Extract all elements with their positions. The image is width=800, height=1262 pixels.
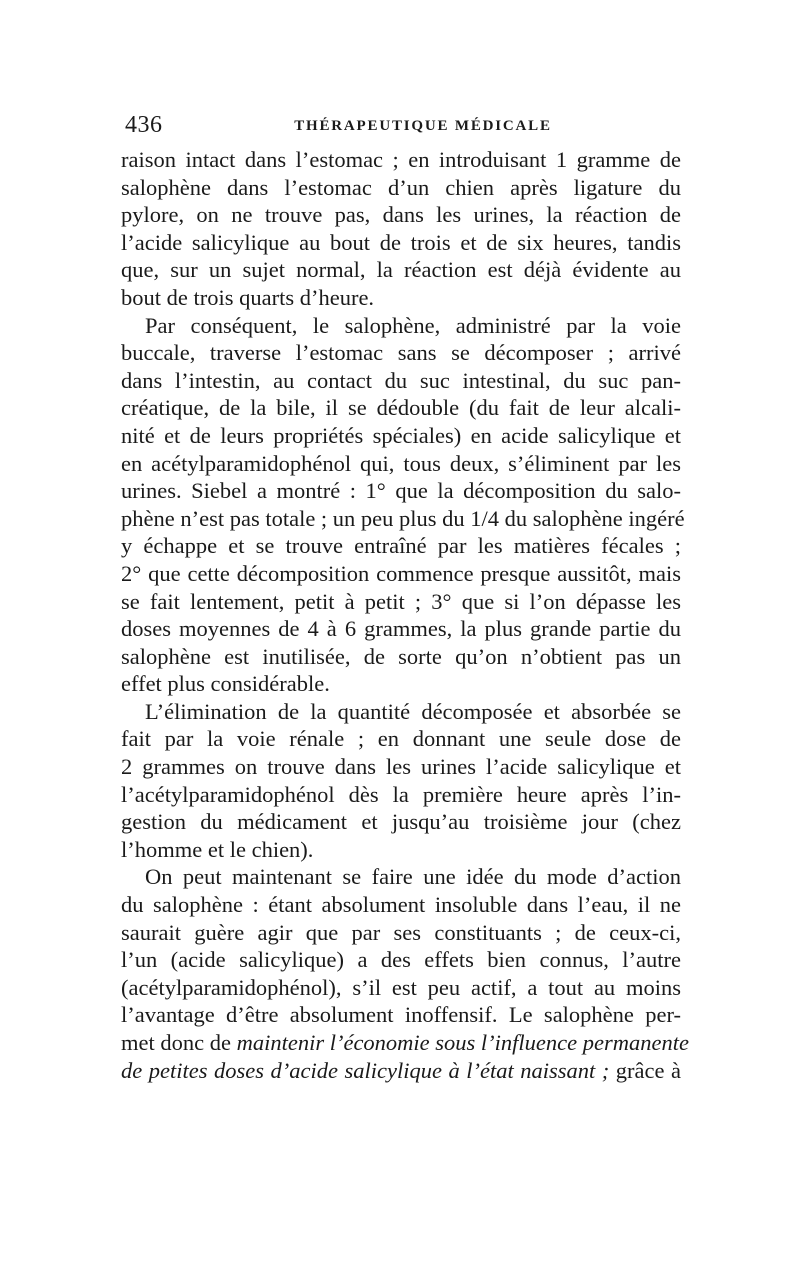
italic-run: maintenir l’économie sous l’influence permanente: [236, 1030, 689, 1055]
text-line: pylore, on ne trouve pas, dans les urines, la réaction de: [121, 202, 681, 228]
text-line: fait par la voie rénale ; en donnant une seule dose de: [121, 726, 681, 752]
text-line: en acétylparamidophénol qui, tous deux, s’éliminent par les: [121, 450, 681, 476]
text-line: y échappe et se trouve entraîné par les matières fécales ;: [121, 533, 681, 559]
text-line: créatique, de la bile, il se dédouble (du fait de leur alcali-: [121, 395, 681, 421]
page-number: 436: [125, 112, 163, 138]
paragraph-start-line: Par conséquent, le salophène, administré par la voie: [145, 312, 681, 338]
text-line: se fait lentement, petit à petit ; 3° que si l’on dépasse les: [121, 588, 681, 614]
text-line: l’homme et le chien).: [121, 836, 314, 862]
text-line: que, sur un sujet normal, la réaction est déjà évidente au: [121, 257, 681, 283]
italic-run: de petites doses d’acide salicylique à l’état naissant ;: [121, 1057, 610, 1083]
paragraph-start-line: L’élimination de la quantité décomposée et absorbée se: [145, 698, 681, 724]
text-line: gestion du médicament et jusqu’au troisième jour (chez: [121, 809, 681, 835]
paragraph-start-line: On peut maintenant se faire une idée du mode d’action: [145, 864, 681, 890]
roman-run: met donc de: [121, 1030, 237, 1055]
text-line: (acétylparamidophénol), s’il est peu actif, a tout au moins: [121, 974, 681, 1000]
text-line: buccale, traverse l’estomac sans se décomposer ; arrivé: [121, 340, 681, 366]
text-line: doses moyennes de 4 à 6 grammes, la plus grande partie du: [121, 616, 681, 642]
page-header: [125, 112, 681, 142]
text-line: urines. Siebel a montré : 1° que la décomposition du salo-: [121, 478, 681, 504]
body-text: [121, 146, 689, 1084]
text-line: du salophène : étant absolument insoluble dans l’eau, il ne: [121, 892, 681, 918]
text-line: 2° que cette décomposition commence presque aussitôt, mais: [121, 560, 681, 586]
text-line: effet plus considérable.: [121, 671, 330, 697]
text-line: l’acide salicylique au bout de trois et de six heures, tandis: [121, 229, 681, 255]
text-line: dans l’intestin, au contact du suc intestinal, du suc pan-: [121, 367, 681, 393]
text-line: salophène est inutilisée, de sorte qu’on n’obtient pas un: [121, 643, 681, 669]
text-line: l’un (acide salicylique) a des effets bien connus, l’autre: [121, 947, 681, 973]
running-head: THÉRAPEUTIQUE MÉDICALE: [294, 118, 552, 134]
text-line: nité et de leurs propriétés spéciales) en acide salicylique et: [121, 422, 681, 448]
text-line-mixed: [121, 1057, 681, 1085]
text-line: l’acétylparamidophénol dès la première heure après l’in-: [121, 781, 681, 807]
text-line: l’avantage d’être absolument inoffensif. Le salophène per-: [121, 1002, 681, 1028]
text-line: bout de trois quarts d’heure.: [121, 284, 375, 310]
text-line: saurait guère agir que par ses constituants ; de ceux-ci,: [121, 919, 681, 945]
text-line: salophène dans l’estomac d’un chien après ligature du: [121, 174, 681, 200]
text-line-mixed: [121, 1029, 689, 1057]
text-line: 2 grammes on trouve dans les urines l’acide salicylique et: [121, 754, 681, 780]
text-line: phène n’est pas totale ; un peu plus du 1/4 du salophène ingéré: [121, 505, 685, 531]
roman-run: grâce à: [609, 1057, 681, 1083]
text-line: raison intact dans l’estomac ; en introduisant 1 gramme de: [121, 147, 681, 172]
